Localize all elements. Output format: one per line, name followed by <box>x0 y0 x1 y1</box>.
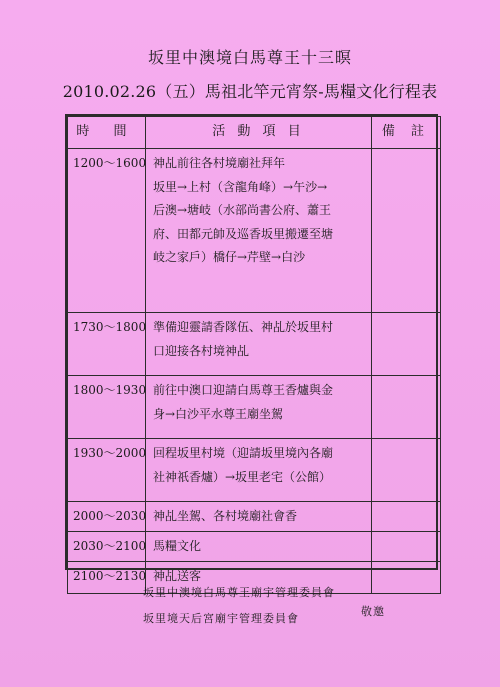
activity-line: 岐之家戶）橋仔→芹壁→白沙 <box>153 250 306 265</box>
activity-column-header: 活 動 項 目 <box>146 117 372 149</box>
activity-cell <box>146 532 372 562</box>
schedule-table <box>67 116 441 594</box>
activity-cell <box>146 502 372 532</box>
table-header-row <box>68 117 441 149</box>
table-row <box>68 532 441 562</box>
time-cell: 1930～2000 <box>68 439 146 502</box>
activity-line: 馬糧文化 <box>153 539 202 553</box>
note-cell <box>372 562 441 594</box>
activity-cell <box>146 149 372 313</box>
table-row <box>68 502 441 532</box>
schedule-table-container <box>65 114 438 583</box>
activity-line: 神乩前往各村境廟社拜年 <box>153 156 286 170</box>
activity-line: 神乩坐駕、各村境廟社會香 <box>153 509 298 523</box>
activity-line: 坂里→上村（含龍角峰）→午沙→ <box>153 179 328 194</box>
table-row <box>68 439 441 502</box>
activity-line: 后澳→塘岐（水部尚書公府、蕭王 <box>153 203 332 218</box>
activity-line: 回程坂里村境（迎請坂里境內各廟 <box>153 446 334 460</box>
time-cell: 2030～2100 <box>68 532 146 562</box>
activity-cell <box>146 313 372 376</box>
activity-line: 前往中澳口迎請白馬尊王香爐與金 <box>153 383 334 397</box>
time-column-header: 時 間 <box>68 117 146 149</box>
time-cell: 1200～1600 <box>68 149 146 313</box>
activity-line: 準備迎靈請香隊伍、神乩於坂里村 <box>153 320 334 334</box>
activity-line: 口迎接各村境神乩 <box>153 343 250 358</box>
activity-line: 身→白沙平水尊王廟坐駕 <box>153 406 284 421</box>
time-cell: 2100～2130 <box>68 562 146 594</box>
note-cell <box>372 149 441 313</box>
activity-line: 社神祇香爐）→坂里老宅（公館） <box>153 469 332 484</box>
activity-line: 府、田都元帥及巡香坂里搬遷至塘 <box>153 226 334 241</box>
note-cell <box>372 313 441 376</box>
organizer-2: 坂里境天后宮廟宇管理委員會 <box>143 612 299 625</box>
table-row <box>68 149 441 313</box>
invitation-text: 敬邀 <box>361 605 385 618</box>
activity-line: 神乩送客 <box>153 569 202 583</box>
note-cell <box>372 502 441 532</box>
time-cell: 1730～1800 <box>68 313 146 376</box>
activity-cell <box>146 376 372 439</box>
note-cell <box>372 376 441 439</box>
time-cell: 1800～1930 <box>68 376 146 439</box>
time-cell: 2000～2030 <box>68 502 146 532</box>
table-row <box>68 313 441 376</box>
table-row <box>68 376 441 439</box>
organizer-1: 坂里中澳境白馬尊王廟宇管理委員會 <box>143 586 335 599</box>
document-title-line-2: 2010.02.26（五）馬祖北竿元宵祭-馬糧文化行程表 <box>62 82 438 101</box>
notes-column-header: 備 註 <box>372 117 441 149</box>
document-title-line-1: 坂里中澳境白馬尊王十三暝 <box>147 48 352 67</box>
activity-cell <box>146 439 372 502</box>
note-cell <box>372 439 441 502</box>
note-cell <box>372 532 441 562</box>
